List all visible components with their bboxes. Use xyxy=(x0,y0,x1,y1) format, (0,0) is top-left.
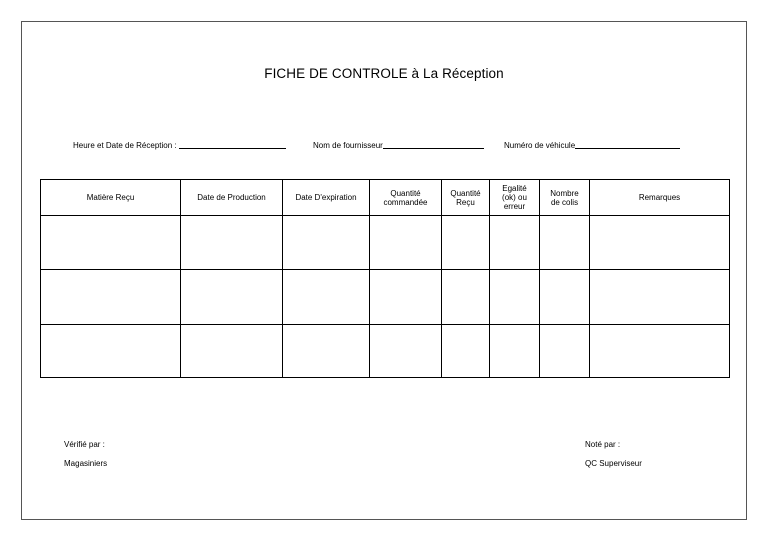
table-cell[interactable] xyxy=(590,216,730,270)
verified-label: Vérifié par : xyxy=(64,440,105,449)
table-cell[interactable] xyxy=(181,270,283,325)
table-cell[interactable] xyxy=(283,216,370,270)
table-cell[interactable] xyxy=(181,216,283,270)
header-egalite: Egalité (ok) ou erreur xyxy=(490,180,540,216)
table-cell[interactable] xyxy=(490,325,540,378)
table-cell[interactable] xyxy=(490,270,540,325)
vehicle-blank[interactable] xyxy=(575,140,680,149)
table-cell[interactable] xyxy=(283,270,370,325)
header-quantite-recu: Quantité Reçu xyxy=(442,180,490,216)
noted-by: QC Superviseur xyxy=(585,459,642,468)
table-row xyxy=(41,270,730,325)
table-header-row xyxy=(41,180,730,216)
supplier-field xyxy=(313,140,484,150)
table-cell[interactable] xyxy=(442,216,490,270)
header-quantite-commandee: Quantité commandée xyxy=(370,180,442,216)
table-cell[interactable] xyxy=(490,216,540,270)
table-cell[interactable] xyxy=(41,270,181,325)
verified-by: Magasiniers xyxy=(64,459,108,468)
table-cell[interactable] xyxy=(540,270,590,325)
table-cell[interactable] xyxy=(590,270,730,325)
table-cell[interactable] xyxy=(283,325,370,378)
table-cell[interactable] xyxy=(540,216,590,270)
vehicle-label: Numéro de véhicule xyxy=(504,141,576,150)
header-nombre-colis: Nombre de colis xyxy=(540,180,590,216)
table-cell[interactable] xyxy=(41,325,181,378)
table-row xyxy=(41,325,730,378)
vehicle-field xyxy=(504,140,680,150)
table-row xyxy=(41,216,730,270)
table-cell[interactable] xyxy=(590,325,730,378)
reception-table xyxy=(40,179,730,378)
table-cell[interactable] xyxy=(181,325,283,378)
header-date-expiration: Date D'expiration xyxy=(283,180,370,216)
header-remarques: Remarques xyxy=(590,180,730,216)
reception-blank[interactable] xyxy=(179,140,286,149)
reception-label: Heure et Date de Réception : xyxy=(73,141,177,150)
header-matiere: Matière Reçu xyxy=(41,180,181,216)
header-date-production: Date de Production xyxy=(181,180,283,216)
table-cell[interactable] xyxy=(540,325,590,378)
reception-field xyxy=(73,140,286,150)
noted-label: Noté par : xyxy=(585,440,621,449)
document-title: FICHE DE CONTROLE à La Réception xyxy=(264,66,504,81)
supplier-label: Nom de fournisseur xyxy=(313,141,383,150)
table-cell[interactable] xyxy=(370,325,442,378)
table-cell[interactable] xyxy=(442,270,490,325)
table-cell[interactable] xyxy=(41,216,181,270)
table-cell[interactable] xyxy=(442,325,490,378)
table-cell[interactable] xyxy=(370,270,442,325)
supplier-blank[interactable] xyxy=(383,140,484,149)
table-cell[interactable] xyxy=(370,216,442,270)
